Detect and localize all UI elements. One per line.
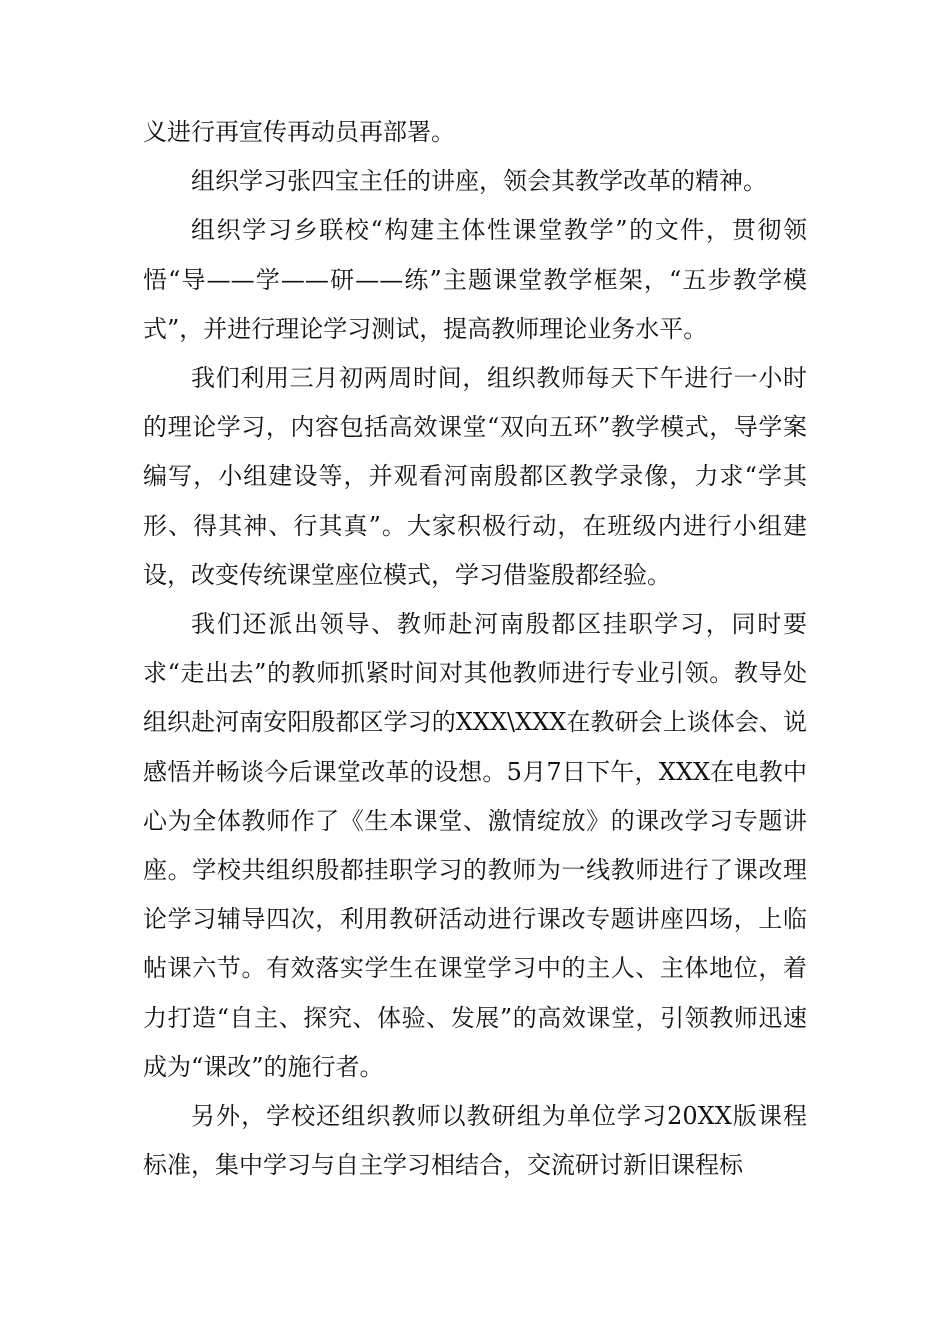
document-body bbox=[143, 108, 807, 1190]
paragraph: 组织学习张四宝主任的讲座，领会其教学改革的精神。 bbox=[191, 167, 767, 196]
paragraph: 另外，学校还组织教师以教研组为单位学习20XX版课程标准，集中学习与自主学习相结合，交流研讨新旧课程标 bbox=[143, 1102, 807, 1180]
paragraph: 组织学习乡联校“构建主体性课堂教学”的文件，贯彻领悟“导——学——研——练”主题课堂教学框架，“五步教学模式”，并进行理论学习测试，提高教师理论业务水平。 bbox=[143, 216, 807, 343]
paragraph-continued: 义进行再宣传再动员再部署。 bbox=[143, 118, 455, 146]
paragraph: 我们还派出领导、教师赴河南殷都区挂职学习，同时要求“走出去”的教师抓紧时间对其他教师进行专业引领。教导处组织赴河南安阳殷都区学习的XXX\XXX在教研会上谈体会、说感悟并畅谈今后课堂改革的设想。5月7日下午，XXX在电教中心为全体教师作了《生本课堂、激情绽放》的课改学习专题讲座。学校共组织殷都挂职学习的教师为一线教师进行了课改理论学习辅导四次，利用教研活动进行课改专题讲座四场，上临帖课六节。有效落实学生在课堂学习中的主人、主体地位，着力打造“自主、探究、体验、发展”的高效课堂，引领教师迅速成为“课改”的施行者。 bbox=[143, 610, 807, 1081]
paragraph: 我们利用三月初两周时间，组织教师每天下午进行一小时的理论学习，内容包括高效课堂“双向五环”教学模式，导学案编写，小组建设等，并观看河南殷都区教学录像，力求“学其形、得其神、行其真”。大家积极行动，在班级内进行小组建设，改变传统课堂座位模式，学习借鉴殷都经验。 bbox=[143, 364, 807, 589]
